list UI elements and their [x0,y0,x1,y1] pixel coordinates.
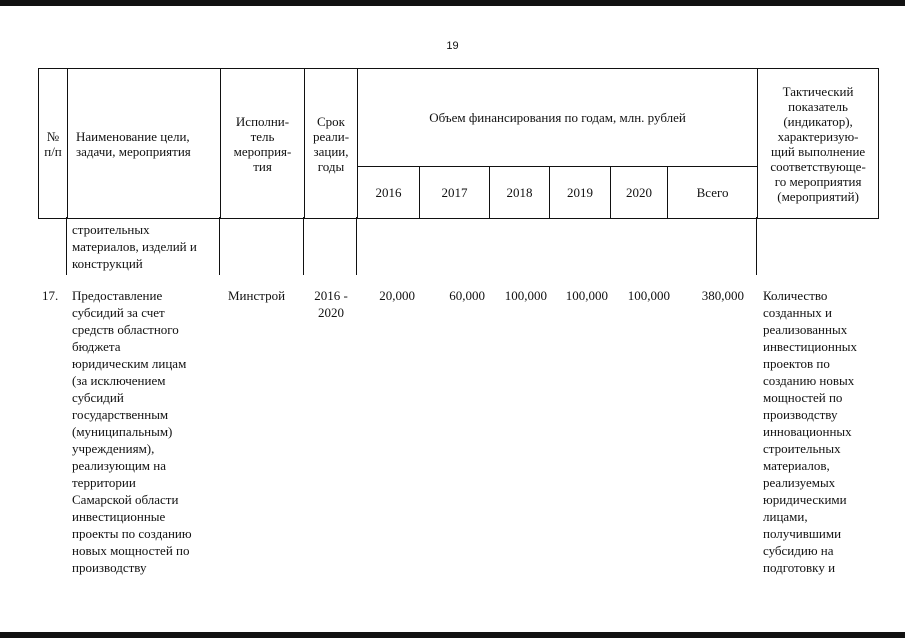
column-divider [756,217,757,275]
continuation-text: строительных материалов, изделий и конструкций [72,222,197,271]
page-number: 19 [446,40,459,52]
header-term: Срок реали- зации, годы [305,69,358,219]
column-divider [66,217,67,275]
row-value-2017: 60,000 [449,288,485,303]
row-name: Предоставление субсидий за счет средств областного бюджета юридическим лицам (за исключением субсидий государственным (муниципальным) учреждениям), реализующим на территории Самарской области инвестиционные проекты по созданию новых мощностей по производству [72,288,192,575]
header-year-total: Всего [668,167,758,219]
row-indicator: Количество созданных и реализованных инвестиционных проектов по созданию новых мощностей по производству инновационных строительных материалов, реализуемых юридическими лицами, получившими субсидию на подготовку и [763,288,858,575]
header-year-2019: 2019 [550,167,611,219]
row-value-total: 380,000 [701,288,744,303]
header-indicator: Тактический показатель (индикатор), характеризую- щий выполнение соответствующе- го мероприятия (мероприятий) [758,69,879,219]
header-year-2018: 2018 [490,167,550,219]
row-value-2020: 100,000 [627,288,670,303]
header-num: № п/п [39,69,68,219]
top-border [0,0,905,6]
column-divider [303,217,304,275]
header-year-2016: 2016 [358,167,420,219]
header-name: Наименование цели, задачи, мероприятия [68,69,221,219]
row-executor: Минстрой [228,288,286,303]
column-divider [356,217,357,275]
header-funding: Объем финансирования по годам, млн. рублей [358,69,758,167]
row-value-2019: 100,000 [565,288,608,303]
row-value-2018: 100,000 [504,288,547,303]
table-header [38,68,879,219]
header-year-2017: 2017 [420,167,490,219]
row-term: 2016 - 2020 [314,288,348,320]
row-value-2016: 20,000 [379,288,415,303]
header-executor: Исполни- тель мероприя- тия [221,69,305,219]
header-year-2020: 2020 [611,167,668,219]
row-number: 17. [42,288,59,303]
bottom-border [0,632,905,638]
